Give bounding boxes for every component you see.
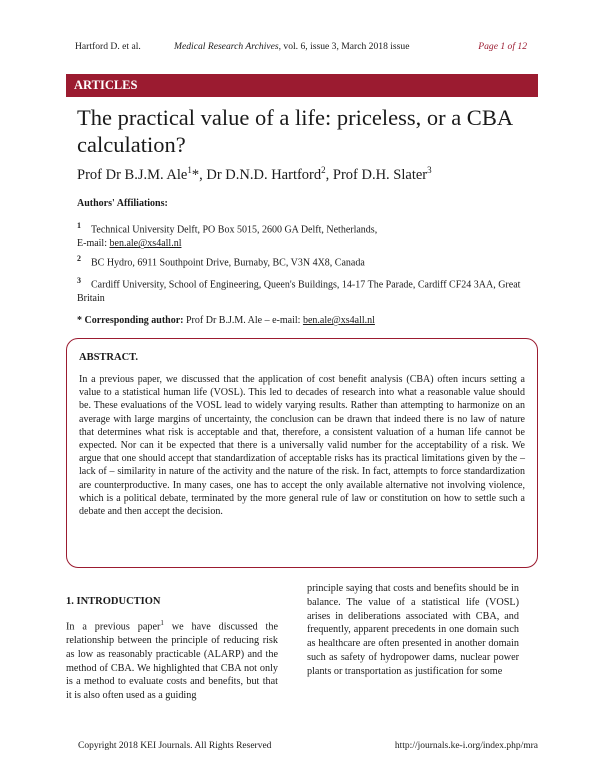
journal-url[interactable]: http://journals.ke-i.org/index.php/mra xyxy=(394,741,538,751)
affiliations-heading: Authors' Affiliations: xyxy=(77,198,168,209)
article-title: The practical value of a life: priceless, or a CBA calculation? xyxy=(77,105,512,157)
copyright: Copyright 2018 KEI Journals. All Rights Reserved xyxy=(78,741,272,751)
affiliation-text: Technical University Delft, PO Box 5015, 2600 GA Delft, Netherlands, xyxy=(91,224,378,236)
left-column xyxy=(66,595,278,703)
abstract-text: In a previous paper, we discussed that the application of cost benefit analysis (CBA) often incurs setting a value to a statistical human life (VOSL). This led to decades of research into what a reasonable value should be. These evaluations of the VOSL lead to widely varying results. Rather than attempting to harmonize on an average with large margins of uncertainty, the conclusion can be drawn that indeed there is no law of nature that determines what risk is acceptable and that, therefore, a consistent valuation of a human life cannot be expected. Nor can it be expected that there is a universally valid number for the acceptability of a risk. We argue that one should accept that standardization of acceptable risks has its practical limitations given by the – lack of – similarity in nature of the activity and the nature of the risk. In fact, attempts to force standardization are counterproductive. In many cases, one has to accept the only available alternative not involving violence, which is a political debate, terminated by the more general rule of law or constitution on how to settle such a debate and then accept the decision. xyxy=(79,374,525,518)
affiliation-1 xyxy=(77,219,537,251)
abstract-heading: ABSTRACT. xyxy=(79,352,139,363)
journal-name: Medical Research Archives, xyxy=(174,41,282,52)
corresponding-text: Prof Dr B.J.M. Ale – e-mail: xyxy=(183,315,303,326)
abstract-box xyxy=(66,338,538,568)
author-1-affil: 1 xyxy=(187,165,192,175)
author-2: Dr D.N.D. Hartford xyxy=(206,166,322,183)
email-link[interactable]: ben.ale@xs4all.nl xyxy=(109,238,182,250)
affiliation-2 xyxy=(77,252,537,270)
page-number: Page 1 of 12 xyxy=(478,41,527,52)
intro-heading: 1. INTRODUCTION xyxy=(66,596,161,607)
author-sep: , xyxy=(325,166,333,183)
affiliation-3 xyxy=(77,274,537,306)
author-2-affil: 2 xyxy=(321,165,326,175)
affiliation-number: 2 xyxy=(77,254,81,263)
section-bar: ARTICLES xyxy=(66,74,538,97)
author-3: Prof D.H. Slater xyxy=(332,166,428,183)
right-column xyxy=(307,582,519,679)
footnote-ref: 1 xyxy=(160,618,164,627)
intro-text-rest: we have discussed the relationship between the principle of reducing risk as low as reasonably practicable (ALARP) and the method of CBA. We highlighted that CBA not only is a method to evaluate costs and benefits, but that it is also often used as a guiding xyxy=(66,621,279,702)
email-label: E-mail: xyxy=(77,238,110,250)
intro-text-start: In a previous paper xyxy=(66,621,161,633)
journal-issue: vol. 6, issue 3, March 2018 issue xyxy=(281,41,410,52)
author-3-affil: 3 xyxy=(427,165,432,175)
affiliation-text: BC Hydro, 6911 Southpoint Drive, Burnaby, BC, V3N 4X8, Canada xyxy=(91,257,365,269)
affiliation-text: Cardiff University, School of Engineering, Queen's Buildings, 14-17 The Parade, Cardiff CF24 3AA, Great Britain xyxy=(77,279,521,305)
affiliation-number: 1 xyxy=(77,221,81,230)
corresponding-email-link[interactable]: ben.ale@xs4all.nl xyxy=(302,315,375,326)
author-1-mark: *, xyxy=(191,166,207,183)
author-1: Prof Dr B.J.M. Ale xyxy=(77,166,188,183)
corresponding-author xyxy=(77,315,375,326)
header-journal xyxy=(174,41,409,52)
intro-continuation: principle saying that costs and benefits should be in balance. The value of a statistical life (VOSL) arises in deliberations associated with CBA, and frequently, apparent precedents in one domain such as healthcare are often presented in another domain such as safety of hydropower dams, nuclear power plants or transportation as justification for some xyxy=(307,583,519,677)
author-byline xyxy=(77,165,432,184)
header-authors: Hartford D. et al. xyxy=(75,41,141,52)
affiliation-number: 3 xyxy=(77,276,81,285)
corresponding-label: * Corresponding author: xyxy=(77,315,184,326)
intro-paragraph xyxy=(66,617,278,703)
